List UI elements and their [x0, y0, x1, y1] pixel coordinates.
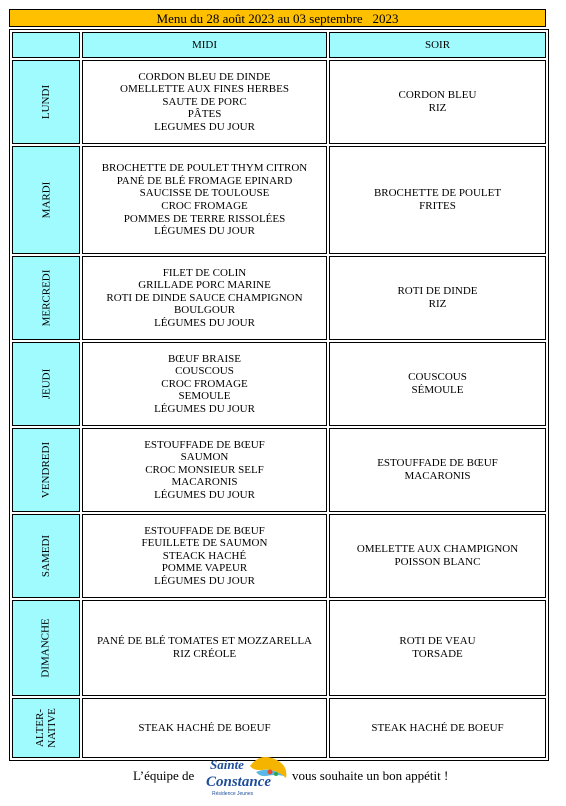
dish-item: SAUCISSE DE TOULOUSE	[139, 187, 270, 200]
dish-item: ROTI DE DINDE	[397, 285, 478, 298]
day-row	[12, 514, 546, 598]
day-name-cell	[12, 428, 80, 512]
dish-item: TORSADE	[412, 648, 463, 660]
dish-item: FRITES	[419, 200, 456, 212]
dish-item: ESTOUFFADE DE BŒUF	[144, 524, 265, 537]
dish-item: CROC MONSIEUR SELF	[145, 463, 264, 476]
midi-cell	[82, 600, 327, 696]
dish-item: LÉGUMES DU JOUR	[154, 488, 255, 501]
footer-text-left: L’équipe de	[133, 768, 195, 783]
dish-item: ROTI DE VEAU	[399, 635, 476, 648]
day-name-cell	[12, 146, 80, 254]
dish-item: ESTOUFFADE DE BŒUF	[377, 457, 498, 470]
header-row	[12, 32, 546, 58]
day-row	[12, 600, 546, 696]
dish-item: RIZ	[428, 298, 447, 310]
dish-item: CORDON BLEU DE DINDE	[138, 70, 271, 83]
dish-item: STEAK HACHÉ DE BOEUF	[371, 721, 504, 734]
midi-cell	[82, 514, 327, 598]
dish-item: RIZ	[428, 102, 447, 114]
soir-cell	[329, 342, 546, 426]
dish-item: STEACK HACHÉ	[162, 549, 247, 562]
midi-cell	[82, 698, 327, 758]
day-name: MERCREDI	[40, 269, 52, 327]
day-name-cell	[12, 698, 80, 758]
footer	[0, 750, 566, 800]
day-row	[12, 342, 546, 426]
dish-item: BROCHETTE DE POULET	[373, 187, 502, 200]
day-name-cell	[12, 256, 80, 340]
day-row	[12, 146, 546, 254]
soir-cell	[329, 600, 546, 696]
dish-item: LÉGUMES DU JOUR	[154, 225, 255, 238]
footer-text-right: vous souhaite un bon appétit !	[292, 768, 449, 783]
header-corner	[12, 32, 80, 58]
soir-cell	[329, 146, 546, 254]
midi-cell	[82, 256, 327, 340]
menu-title: Menu du 28 août 2023 au 03 septembre 2023	[9, 9, 546, 27]
soir-cell	[329, 256, 546, 340]
dish-item: SAUMON	[180, 451, 229, 464]
dish-item: LÉGUMES DU JOUR	[154, 402, 255, 415]
dish-item: SEMOULE	[178, 390, 231, 403]
dish-item: BOULGOUR	[173, 304, 236, 317]
dish-item: BŒUF BRAISE	[167, 352, 242, 365]
day-row	[12, 698, 546, 758]
soir-cell	[329, 60, 546, 144]
soir-cell	[329, 514, 546, 598]
midi-cell	[82, 428, 327, 512]
dish-item: PÂTES	[187, 108, 222, 121]
day-name-cell	[12, 342, 80, 426]
dish-item: LEGUMES DU JOUR	[154, 120, 255, 133]
midi-cell	[82, 146, 327, 254]
midi-cell	[82, 60, 327, 144]
dish-item: PANÉ DE BLÉ TOMATES ET MOZZARELLA	[96, 635, 312, 648]
midi-cell	[82, 342, 327, 426]
day-row	[12, 256, 546, 340]
dish-item: CORDON BLEU	[398, 89, 477, 102]
day-row	[12, 428, 546, 512]
day-name: ALTER- NATIVE	[34, 707, 58, 748]
dish-item: POMMES DE TERRE RISSOLÉES	[123, 212, 286, 225]
dish-item: BROCHETTE DE POULET THYM CITRON	[101, 162, 308, 175]
day-name: SAMEDI	[39, 534, 52, 577]
day-name-cell	[12, 514, 80, 598]
day-name: DIMANCHE	[40, 618, 52, 678]
day-row	[12, 60, 546, 144]
dish-item: MACARONIS	[171, 476, 238, 489]
sainte-constance-logo	[204, 752, 290, 798]
dish-item: RIZ CRÉOLE	[172, 648, 237, 660]
dish-item: COUSCOUS	[408, 371, 467, 384]
column-header-midi: MIDI	[82, 32, 327, 58]
menu-table	[9, 29, 549, 761]
day-name: JEUDI	[40, 368, 52, 399]
dish-item: OMELLETTE AUX FINES HERBES	[120, 83, 289, 96]
column-header-soir: SOIR	[329, 32, 546, 58]
dish-item: CROC FROMAGE	[161, 377, 248, 390]
dish-item: POISSON BLANC	[394, 556, 481, 568]
dish-item: CROC FROMAGE	[161, 200, 248, 212]
dish-item: POMME VAPEUR	[161, 562, 248, 575]
svg-text:Constance: Constance	[206, 774, 272, 790]
dish-item: GRILLADE PORC MARINE	[138, 279, 271, 292]
day-name-cell	[12, 60, 80, 144]
day-name-cell	[12, 600, 80, 696]
svg-text:Sainte: Sainte	[210, 757, 244, 772]
dish-item: SÉMOULE	[411, 384, 464, 396]
dish-item: ROTI DE DINDE SAUCE CHAMPIGNON	[106, 291, 303, 304]
dish-item: STEAK HACHÉ DE BOEUF	[138, 721, 271, 734]
soir-cell	[329, 698, 546, 758]
day-name: VENDREDI	[40, 441, 52, 498]
dish-item: SAUTE DE PORC	[162, 95, 247, 108]
dish-item: LÉGUMES DU JOUR	[154, 316, 255, 329]
day-name: MARDI	[39, 181, 52, 219]
dish-item: OMELETTE AUX CHAMPIGNON	[356, 543, 519, 556]
dish-item: COUSCOUS	[175, 365, 234, 378]
soir-cell	[329, 428, 546, 512]
day-name: LUNDI	[40, 84, 52, 119]
dish-item: MACARONIS	[404, 470, 471, 482]
dish-item: FEUILLETE DE SAUMON	[141, 537, 268, 550]
dish-item: PANÉ DE BLÉ FROMAGE EPINARD	[116, 174, 293, 187]
svg-text:Résidence Jeunes: Résidence Jeunes	[212, 791, 254, 797]
dish-item: ESTOUFFADE DE BŒUF	[144, 438, 265, 451]
dish-item: FILET DE COLIN	[162, 266, 247, 279]
dish-item: LÉGUMES DU JOUR	[154, 574, 255, 587]
